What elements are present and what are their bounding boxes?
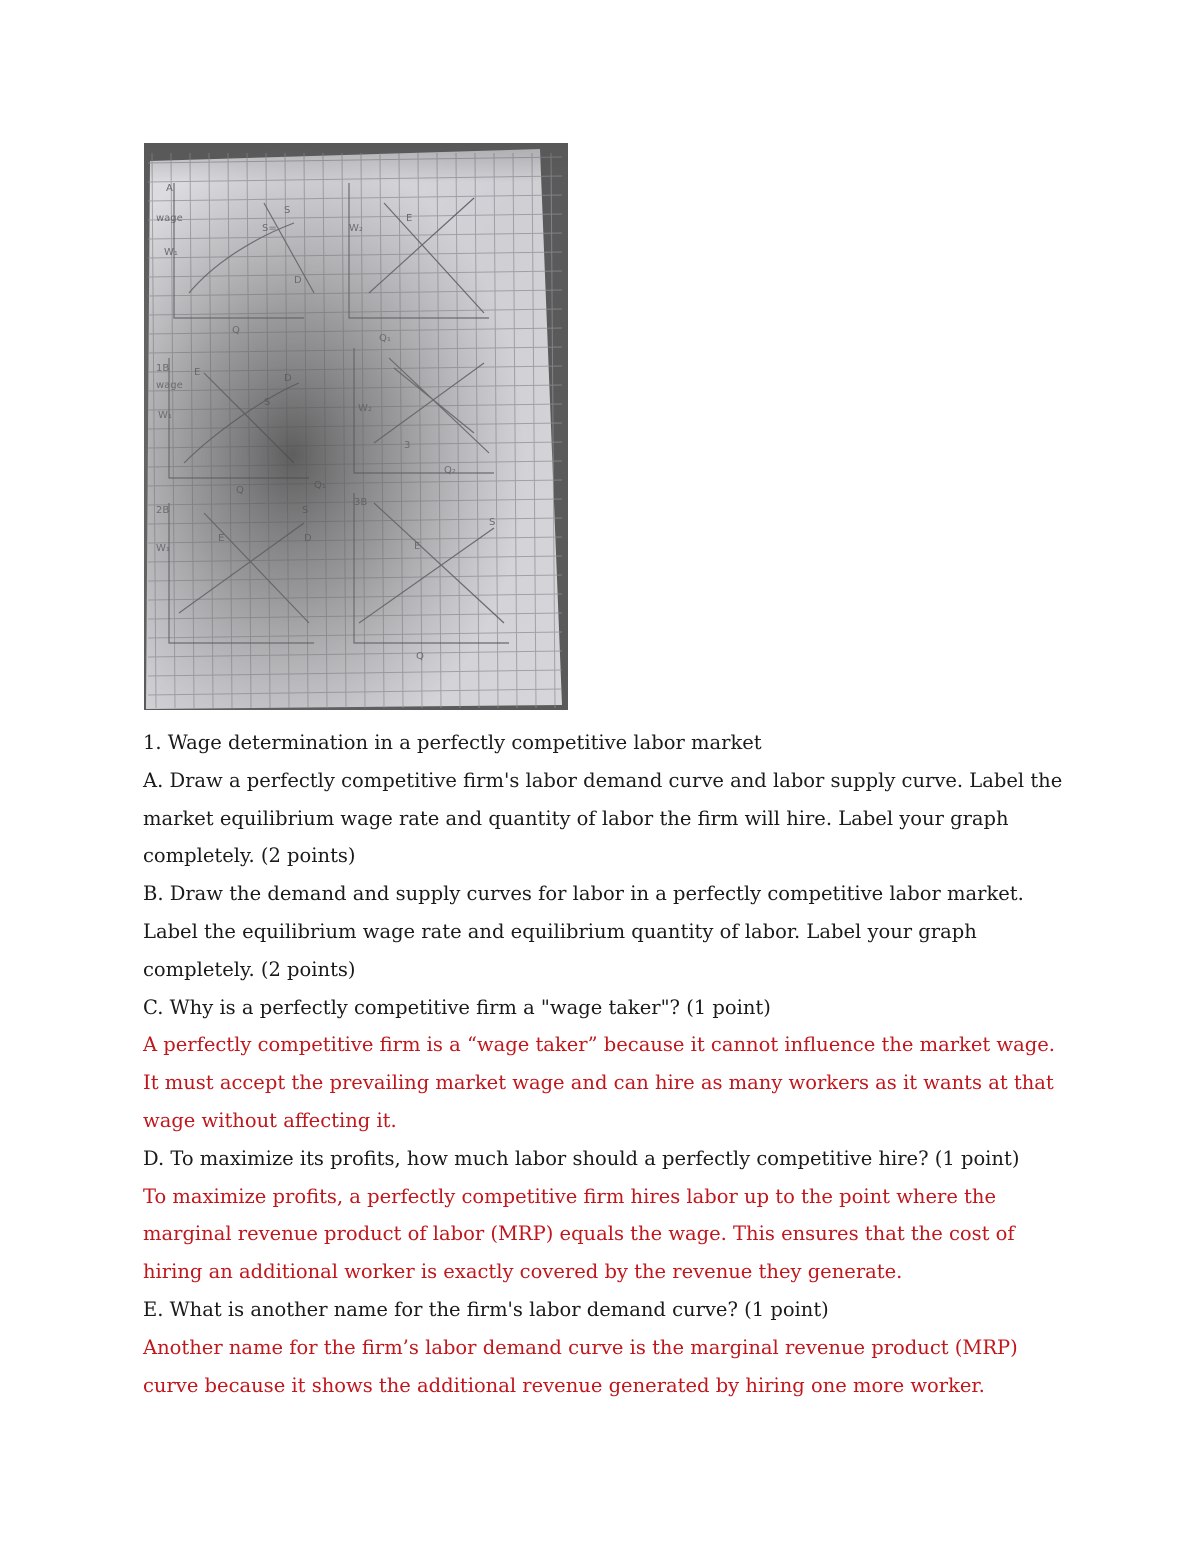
question-c: C. Why is a perfectly competitive firm a "wage taker"? (1 point) [143,995,771,1019]
question-title: 1. Wage determination in a perfectly competitive labor market [143,731,762,754]
graph-paper-photo [144,143,568,710]
question-d: D. To maximize its profits, how much labor should a perfectly competitive hire? (1 point) [143,1146,1020,1170]
question-b: B. Draw the demand and supply curves for labor in a perfectly competitive labor market. Label the equilibrium wage rate and equilibrium quantity of labor. Label your graph completely. (2 points) [143,882,1024,981]
question-a: A. Draw a perfectly competitive firm's labor demand curve and labor supply curve. Label the market equilibrium wage rate and quantity of labor the firm will hire. Label your graph completely. (2 points) [143,768,1063,868]
question-e: E. What is another name for the firm's labor demand curve? (1 point) [143,1297,829,1321]
answer-e: Another name for the firm’s labor demand curve is the marginal revenue product (MRP) curve because it shows the additional revenue generated by hiring one more worker. [143,1335,1018,1397]
question-block [143,724,1073,1404]
answer-c: A perfectly competitive firm is a “wage taker” because it cannot influence the market wage. It must accept the prevailing market wage and can hire as many workers as it wants at that wage without affecting it. [143,1033,1055,1132]
answer-d: To maximize profits, a perfectly competitive firm hires labor up to the point where the marginal revenue product of labor (MRP) equals the wage. This ensures that the cost of hiring an additional worker is exactly covered by the revenue they generate. [143,1184,1015,1284]
